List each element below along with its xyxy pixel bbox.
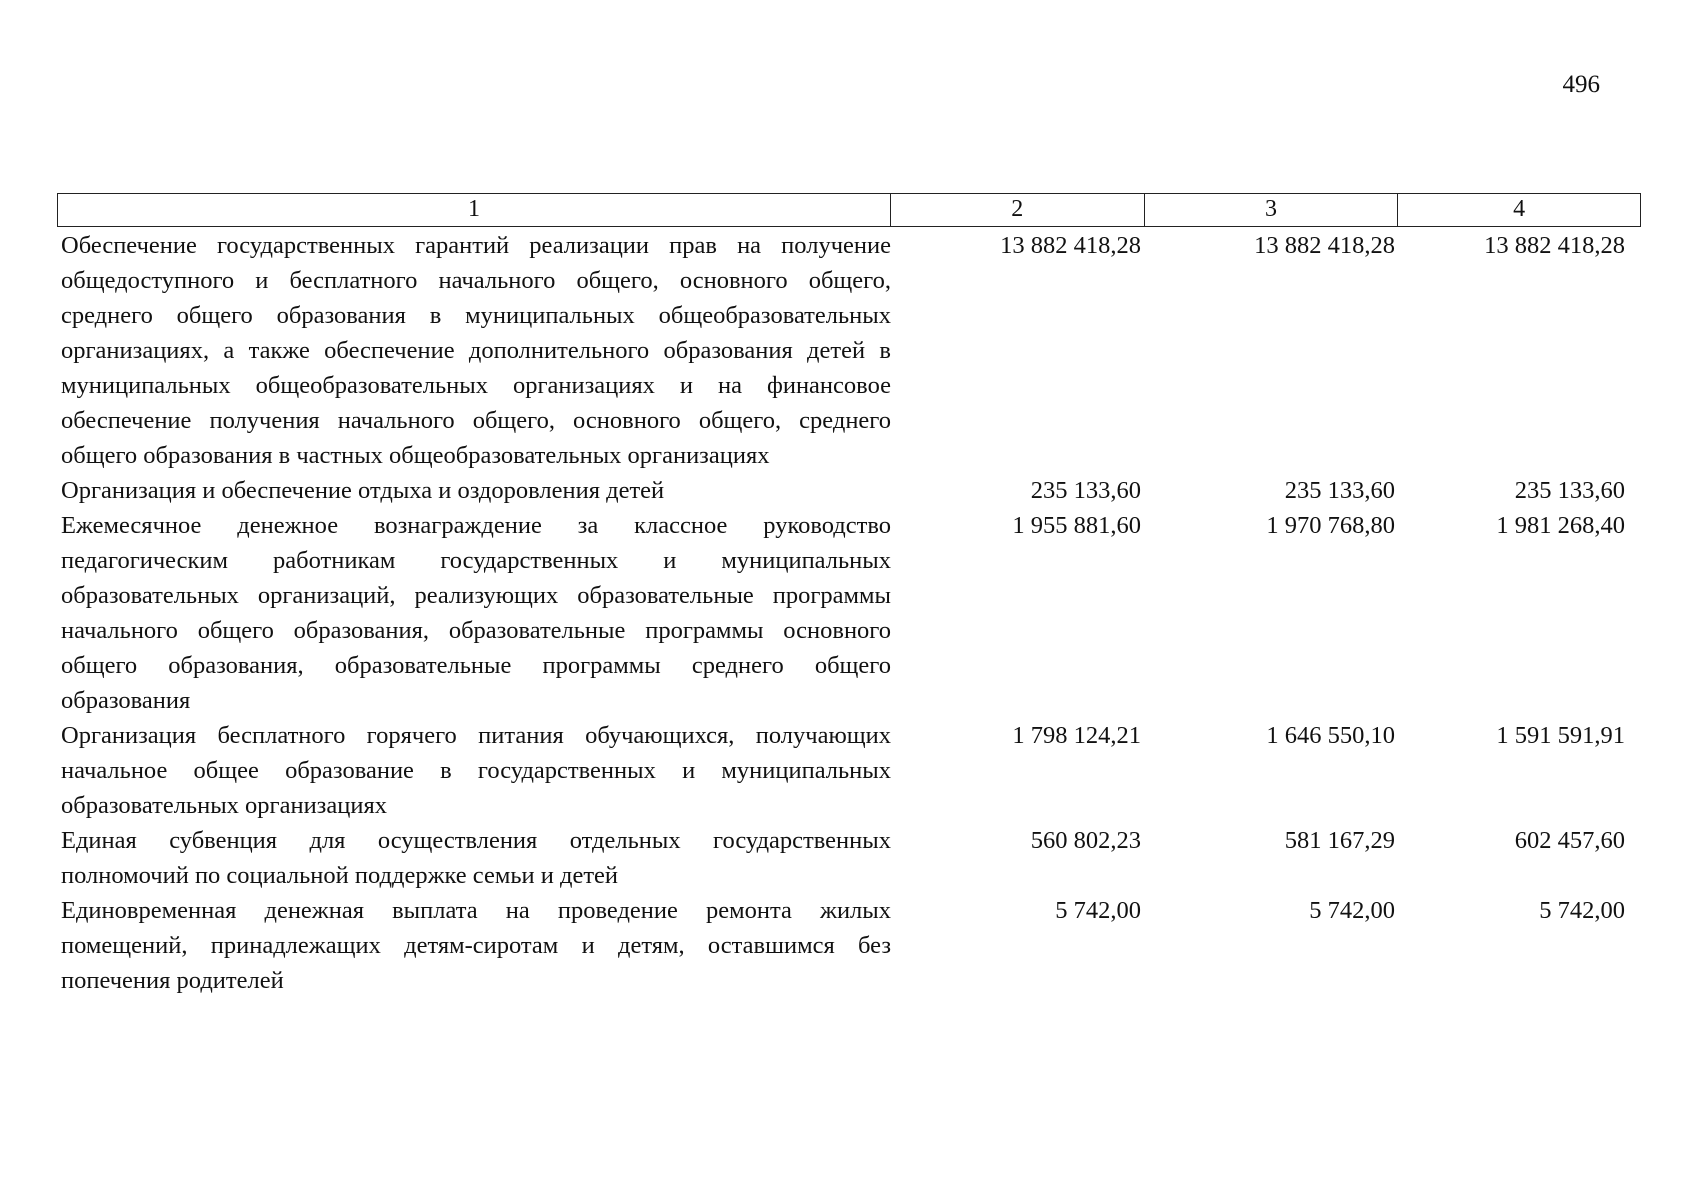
column-header-3: 3 — [1145, 194, 1399, 226]
row-description: Обеспечение государственных гарантий реализации прав на получение общедоступного и бесплатного начального общего, основного общего, среднего общего образования в муниципальных общеобразовательных организациях, а также обеспечение дополнительного образования детей в муниципальных общеобразовательных организациях и на финансовое обеспечение получения начального общего, основного общего, среднего общего образования в частных общеобразовательных организациях — [61, 232, 891, 469]
row-value-col4: 602 457,60 — [1514, 827, 1625, 854]
table-row — [57, 893, 1641, 998]
row-value-col2: 13 882 418,28 — [1000, 232, 1141, 259]
row-value-col2: 235 133,60 — [1030, 477, 1141, 504]
column-header-2: 2 — [891, 194, 1145, 226]
table-body — [57, 228, 1641, 998]
row-description: Ежемесячное денежное вознаграждение за классное руководство педагогическим работникам государственных и муниципальных образовательных организаций, реализующих образовательные программы начального общего образования, образовательные программы основного общего образования, образовательные программы среднего общего образования — [61, 512, 891, 714]
row-value-col2: 1 798 124,21 — [1012, 722, 1141, 749]
table-row — [57, 473, 1641, 508]
row-description: Организация бесплатного горячего питания обучающихся, получающих начальное общее образование в государственных и муниципальных образовательных организациях — [61, 722, 891, 819]
row-value-col4: 5 742,00 — [1539, 897, 1625, 924]
row-value-col4: 1 981 268,40 — [1496, 512, 1625, 539]
table-row — [57, 508, 1641, 718]
row-description: Единовременная денежная выплата на проведение ремонта жилых помещений, принадлежащих детям-сиротам и детям, оставшимся без попечения родителей — [61, 897, 891, 994]
row-value-col4: 235 133,60 — [1514, 477, 1625, 504]
row-value-col2: 5 742,00 — [1055, 897, 1141, 924]
table-header — [57, 193, 1641, 227]
row-value-col3: 1 970 768,80 — [1266, 512, 1395, 539]
table-row — [57, 823, 1641, 893]
column-header-1: 1 — [58, 194, 891, 226]
table-row — [57, 718, 1641, 823]
page-number: 496 — [1562, 71, 1600, 98]
row-value-col3: 5 742,00 — [1309, 897, 1395, 924]
row-description: Единая субвенция для осуществления отдельных государственных полномочий по социальной поддержке семьи и детей — [61, 827, 891, 889]
row-value-col2: 1 955 881,60 — [1012, 512, 1141, 539]
row-value-col3: 13 882 418,28 — [1254, 232, 1395, 259]
row-value-col4: 1 591 591,91 — [1496, 722, 1625, 749]
row-value-col3: 581 167,29 — [1284, 827, 1395, 854]
row-value-col4: 13 882 418,28 — [1484, 232, 1625, 259]
column-header-4: 4 — [1513, 196, 1526, 222]
row-value-col3: 235 133,60 — [1284, 477, 1395, 504]
row-description: Организация и обеспечение отдыха и оздоровления детей — [61, 477, 665, 504]
row-value-col2: 560 802,23 — [1030, 827, 1141, 854]
row-value-col3: 1 646 550,10 — [1266, 722, 1395, 749]
table-row — [57, 228, 1641, 473]
